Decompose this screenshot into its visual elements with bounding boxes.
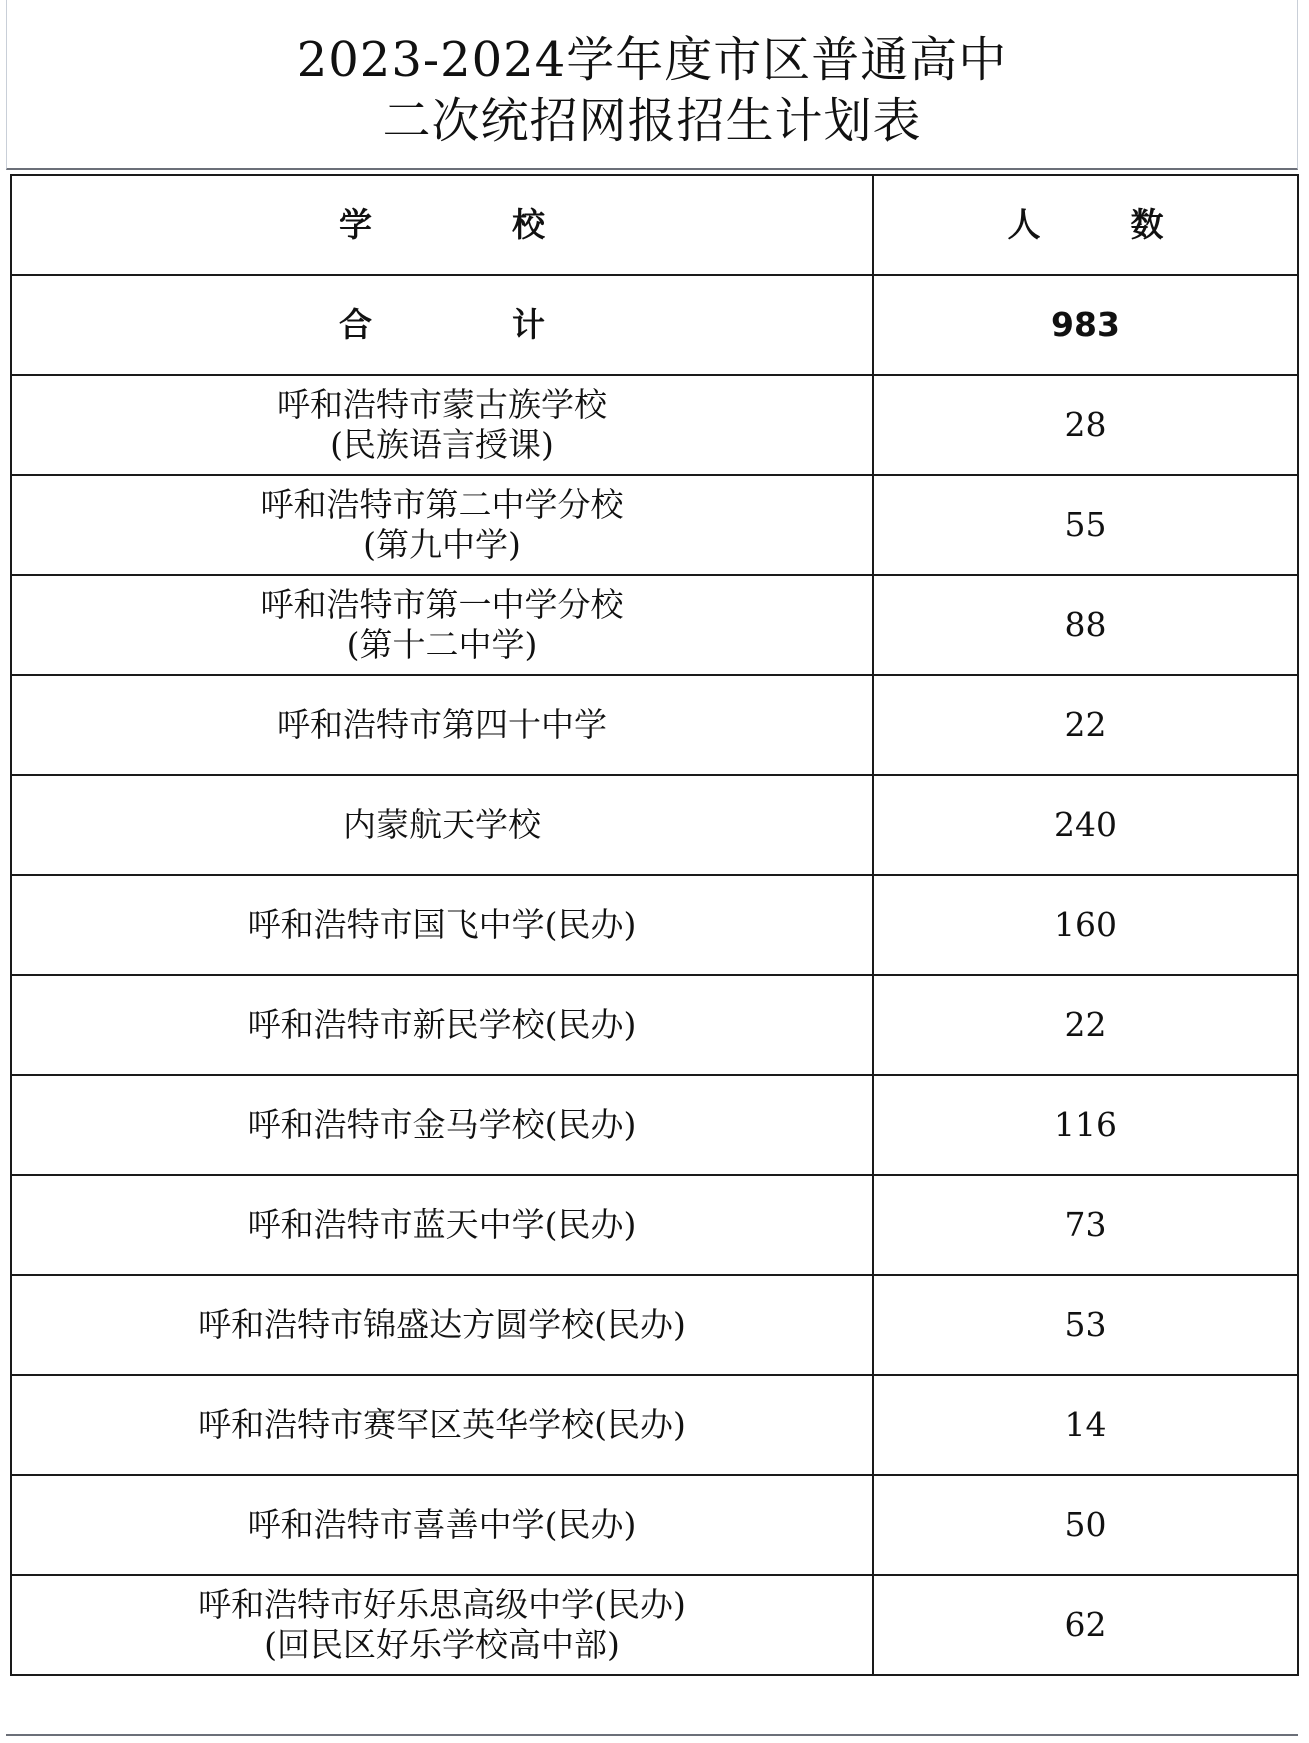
title-line-1: 2023-2024学年度市区普通高中	[296, 32, 1008, 88]
table-row	[11, 1475, 1298, 1575]
school-subname: (回民区好乐学校高中部)	[264, 1625, 620, 1664]
header-count-char-2: 数	[1130, 205, 1164, 244]
table-row	[11, 775, 1298, 875]
school-name: 呼和浩特市第二中学分校	[260, 485, 624, 524]
total-label-char-2: 计	[512, 305, 545, 344]
school-cell: 呼和浩特市蓝天中学(民办)	[11, 1175, 873, 1275]
total-label-char-1: 合	[339, 305, 372, 344]
table-row	[11, 675, 1298, 775]
count-cell: 88	[873, 575, 1298, 675]
school-cell: 呼和浩特市赛罕区英华学校(民办)	[11, 1375, 873, 1475]
count-cell: 22	[873, 675, 1298, 775]
school-cell: 呼和浩特市国飞中学(民办)	[11, 875, 873, 975]
header-school-char-2: 校	[512, 205, 545, 244]
table-row	[11, 1575, 1298, 1675]
table-row	[11, 875, 1298, 975]
school-cell: 呼和浩特市锦盛达方圆学校(民办)	[11, 1275, 873, 1375]
table-row	[11, 475, 1298, 575]
bottom-divider	[6, 1734, 1298, 1736]
school-cell	[11, 475, 873, 575]
school-cell: 内蒙航天学校	[11, 775, 873, 875]
count-cell: 50	[873, 1475, 1298, 1575]
title-block	[6, 0, 1298, 170]
total-value: 983	[873, 275, 1298, 375]
header-school-char-1: 学	[339, 205, 372, 244]
school-name: 呼和浩特市好乐思高级中学(民办)	[198, 1585, 686, 1624]
school-subname: (第九中学)	[363, 525, 521, 564]
school-cell	[11, 575, 873, 675]
school-cell: 呼和浩特市喜善中学(民办)	[11, 1475, 873, 1575]
school-cell	[11, 375, 873, 475]
table-row	[11, 1175, 1298, 1275]
school-cell: 呼和浩特市新民学校(民办)	[11, 975, 873, 1075]
table-row	[11, 375, 1298, 475]
table-row	[11, 1075, 1298, 1175]
table-row	[11, 1275, 1298, 1375]
header-row	[11, 175, 1298, 275]
count-cell: 55	[873, 475, 1298, 575]
school-name: 呼和浩特市蒙古族学校	[277, 385, 607, 424]
count-cell: 28	[873, 375, 1298, 475]
total-row	[11, 275, 1298, 375]
header-count	[873, 175, 1298, 275]
title-line-2: 二次统招网报招生计划表	[382, 93, 922, 149]
table-row	[11, 975, 1298, 1075]
header-count-char-1: 人	[1007, 205, 1041, 244]
school-cell: 呼和浩特市第四十中学	[11, 675, 873, 775]
school-cell: 呼和浩特市金马学校(民办)	[11, 1075, 873, 1175]
count-cell: 53	[873, 1275, 1298, 1375]
count-cell: 62	[873, 1575, 1298, 1675]
count-cell: 116	[873, 1075, 1298, 1175]
enrollment-plan-table	[10, 174, 1299, 1676]
school-cell	[11, 1575, 873, 1675]
table-row	[11, 575, 1298, 675]
table-row	[11, 1375, 1298, 1475]
count-cell: 240	[873, 775, 1298, 875]
count-cell: 14	[873, 1375, 1298, 1475]
count-cell: 160	[873, 875, 1298, 975]
school-subname: (民族语言授课)	[330, 425, 554, 464]
total-label	[11, 275, 873, 375]
school-subname: (第十二中学)	[346, 625, 538, 664]
school-name: 呼和浩特市第一中学分校	[260, 585, 624, 624]
count-cell: 22	[873, 975, 1298, 1075]
header-school	[11, 175, 873, 275]
count-cell: 73	[873, 1175, 1298, 1275]
